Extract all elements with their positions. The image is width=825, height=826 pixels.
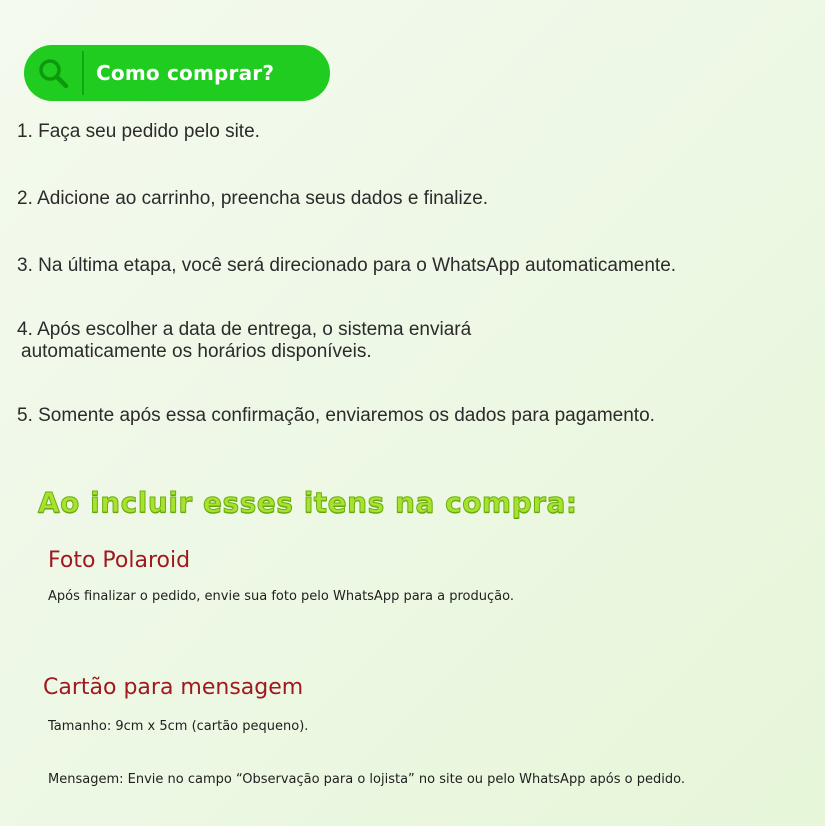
cartao-title: Cartão para mensagem bbox=[43, 675, 304, 700]
cartao-size: Tamanho: 9cm x 5cm (cartão pequeno). bbox=[48, 719, 309, 734]
search-icon bbox=[24, 45, 82, 101]
step-3: 3. Na última etapa, você será direcionado para o WhatsApp automaticamente. bbox=[17, 255, 677, 276]
step-2: 2. Adicione ao carrinho, preencha seus dados e finalize. bbox=[17, 188, 489, 209]
step-4 bbox=[17, 319, 471, 363]
step-5: 5. Somente após essa confirmação, enviaremos os dados para pagamento. bbox=[17, 405, 655, 426]
how-to-buy-header bbox=[24, 45, 330, 101]
cartao-message: Mensagem: Envie no campo “Observação para o lojista” no site ou pelo WhatsApp após o pedido. bbox=[48, 772, 685, 787]
polaroid-description: Após finalizar o pedido, envie sua foto pelo WhatsApp para a produção. bbox=[48, 589, 514, 604]
step-4-line-1: 4. Após escolher a data de entrega, o sistema enviará bbox=[17, 319, 472, 340]
header-title: Como comprar? bbox=[96, 61, 275, 85]
extras-title: Ao incluir esses itens na compra: bbox=[38, 486, 578, 519]
step-1: 1. Faça seu pedido pelo site. bbox=[17, 121, 260, 142]
step-4-line-2: automaticamente os horários disponíveis. bbox=[21, 341, 372, 362]
polaroid-title: Foto Polaroid bbox=[48, 548, 191, 573]
